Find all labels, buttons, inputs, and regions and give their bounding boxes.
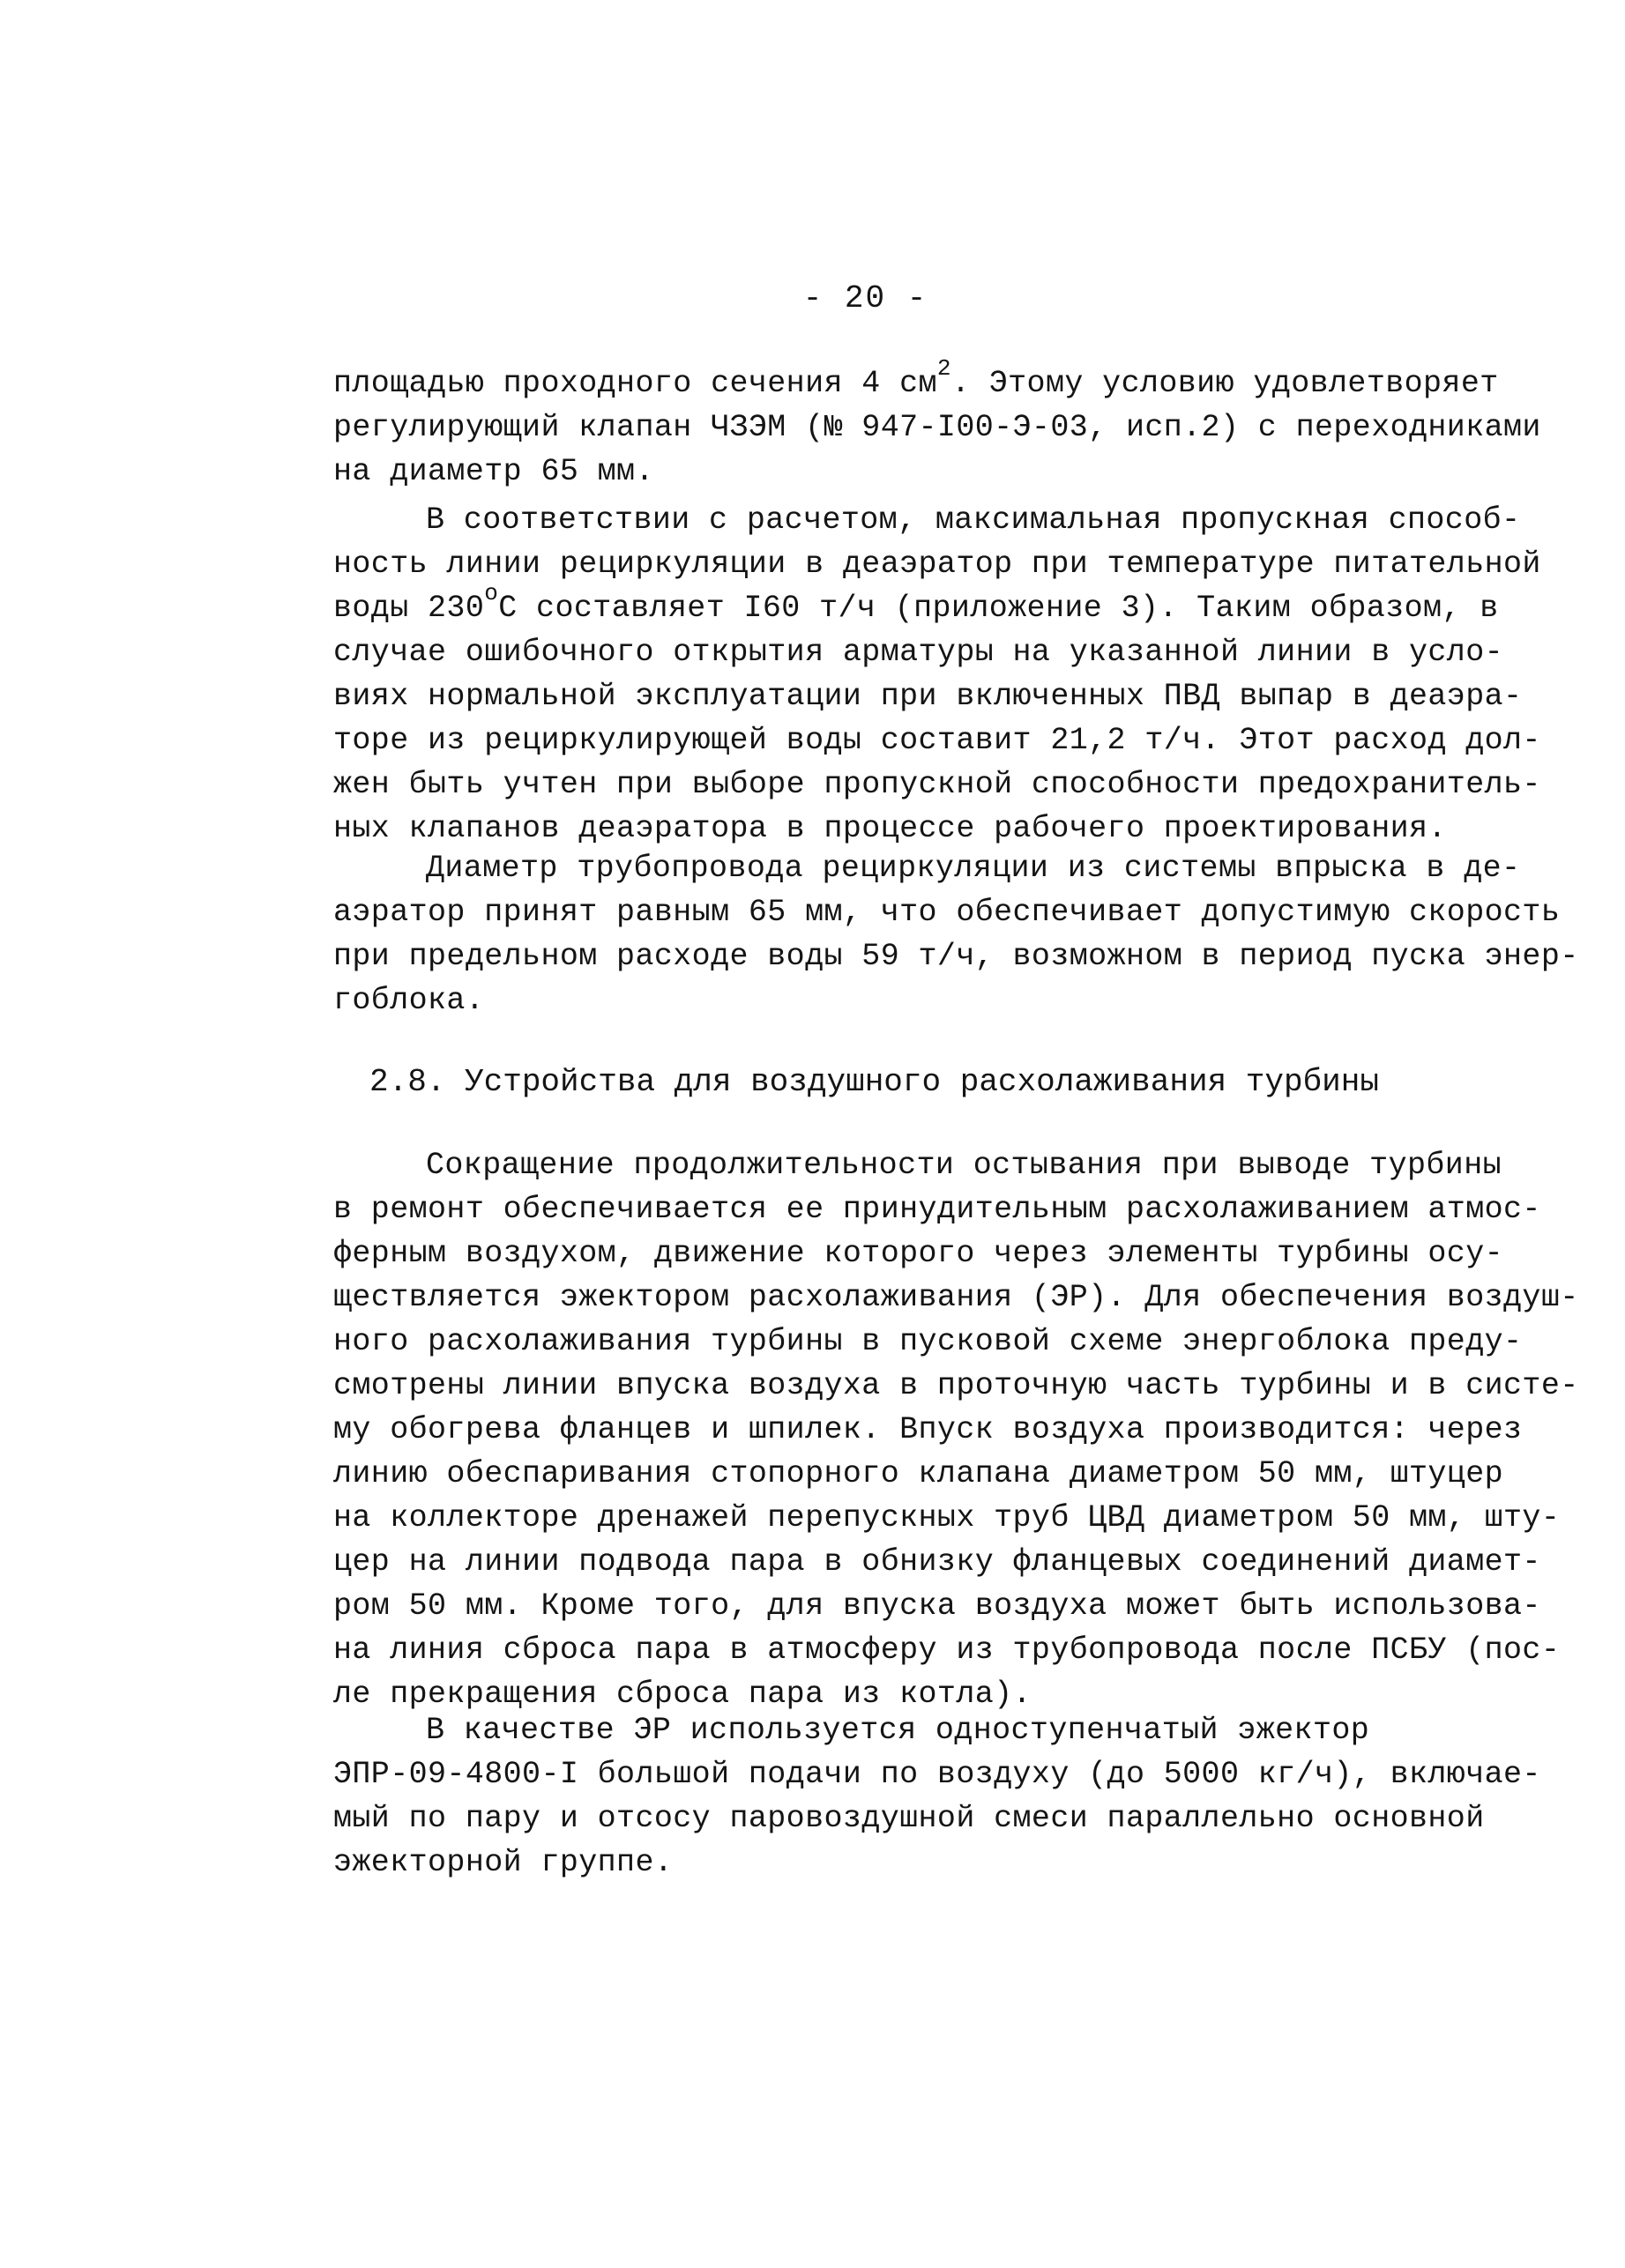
text-line: Сокращение продолжительности остывания при выводе турбины xyxy=(426,1148,1502,1183)
text-line: смотрены линии впуска воздуха в проточную часть турбины и в систе- xyxy=(333,1368,1579,1403)
text-line: мый по пару и отсосу паровоздушной смеси параллельно основной xyxy=(333,1801,1485,1836)
paragraph-2 xyxy=(333,498,1541,851)
text-line: случае ошибочного открытия арматуры на указанной линии в усло- xyxy=(333,635,1504,670)
text-line: ществляется эжектором расхолаживания (ЭР). Для обеспечения воздуш- xyxy=(333,1280,1579,1315)
superscript: o xyxy=(484,580,499,607)
text-line: площадью проходного сечения 4 $см^2$. Этому условию удовлетворяет xyxy=(333,355,1499,401)
text-line: ность линии рециркуляции в деаэратор при температуре питательной xyxy=(333,547,1541,582)
text-line: на диаметр 65 мм. xyxy=(333,454,654,489)
text-line: гоблока. xyxy=(333,983,485,1018)
text-line: ЭПР-09-4800-I большой подачи по воздуху (до 5000 кг/ч), включае- xyxy=(333,1757,1541,1792)
text-line: воды 230$^o$С составляет I60 т/ч (приложение 3). Таким образом, в xyxy=(333,580,1499,626)
text-line: на коллекторе дренажей перепускных труб ЦВД диаметром 50 мм, шту- xyxy=(333,1500,1561,1536)
text-line: В качестве ЭР используется одноступенчатый эжектор xyxy=(426,1713,1370,1748)
page-number: - 20 - xyxy=(802,280,928,316)
text-line: регулирующий клапан ЧЗЭМ (№ 947-I00-Э-03, исп.2) с переходниками xyxy=(333,410,1541,445)
section-heading: 2.8. Устройства для воздушного расхолаживания турбины xyxy=(369,1064,1379,1100)
superscript: 2 xyxy=(936,355,951,383)
text-line: ных клапанов деаэратора в процессе рабочего проектирования. xyxy=(333,811,1447,846)
paragraph-5 xyxy=(333,1708,1541,1885)
paragraph-4 xyxy=(333,1143,1579,1716)
text-line: линию обеспаривания стопорного клапана диаметром 50 мм, штуцер xyxy=(333,1456,1504,1491)
text-line: цер на линии подвода пара в обнизку фланцевых соединений диамет- xyxy=(333,1544,1541,1580)
text-line: ле прекращения сброса пара из котла). xyxy=(333,1677,1032,1712)
text-line: ного расхолаживания турбины в пусковой схеме энергоблока преду- xyxy=(333,1324,1523,1359)
text-line: аэратор принят равным 65 мм, что обеспечивает допустимую скорость xyxy=(333,895,1561,930)
paragraph-3 xyxy=(333,846,1579,1022)
text-line: виях нормальной эксплуатации при включенных ПВД выпар в деаэра- xyxy=(333,679,1523,714)
text-line: торе из рециркулирующей воды составит 21,2 т/ч. Этот расход дол- xyxy=(333,723,1541,758)
paragraph-1 xyxy=(333,355,1541,494)
text-line: жен быть учтен при выборе пропускной способности предохранитель- xyxy=(333,767,1541,802)
text-line: В соответствии с расчетом, максимальная пропускная способ- xyxy=(426,502,1521,538)
text-line: в ремонт обеспечивается ее принудительным расхолаживанием атмос- xyxy=(333,1192,1541,1227)
text-line: при предельном расходе воды 59 т/ч, возможном в период пуска энер- xyxy=(333,939,1579,974)
text-line: эжекторной группе. xyxy=(333,1845,674,1880)
text-line: му обогрева фланцев и шпилек. Впуск воздуха производится: через xyxy=(333,1412,1523,1447)
text-line: Диаметр трубопровода рециркуляции из системы впрыска в де- xyxy=(426,851,1521,886)
text-line: ферным воздухом, движение которого через элементы турбины осу- xyxy=(333,1236,1504,1271)
text-line: на линия сброса пара в атмосферу из трубопровода после ПСБУ (пос- xyxy=(333,1632,1561,1668)
text-line: ром 50 мм. Кроме того, для впуска воздуха может быть использова- xyxy=(333,1588,1541,1624)
